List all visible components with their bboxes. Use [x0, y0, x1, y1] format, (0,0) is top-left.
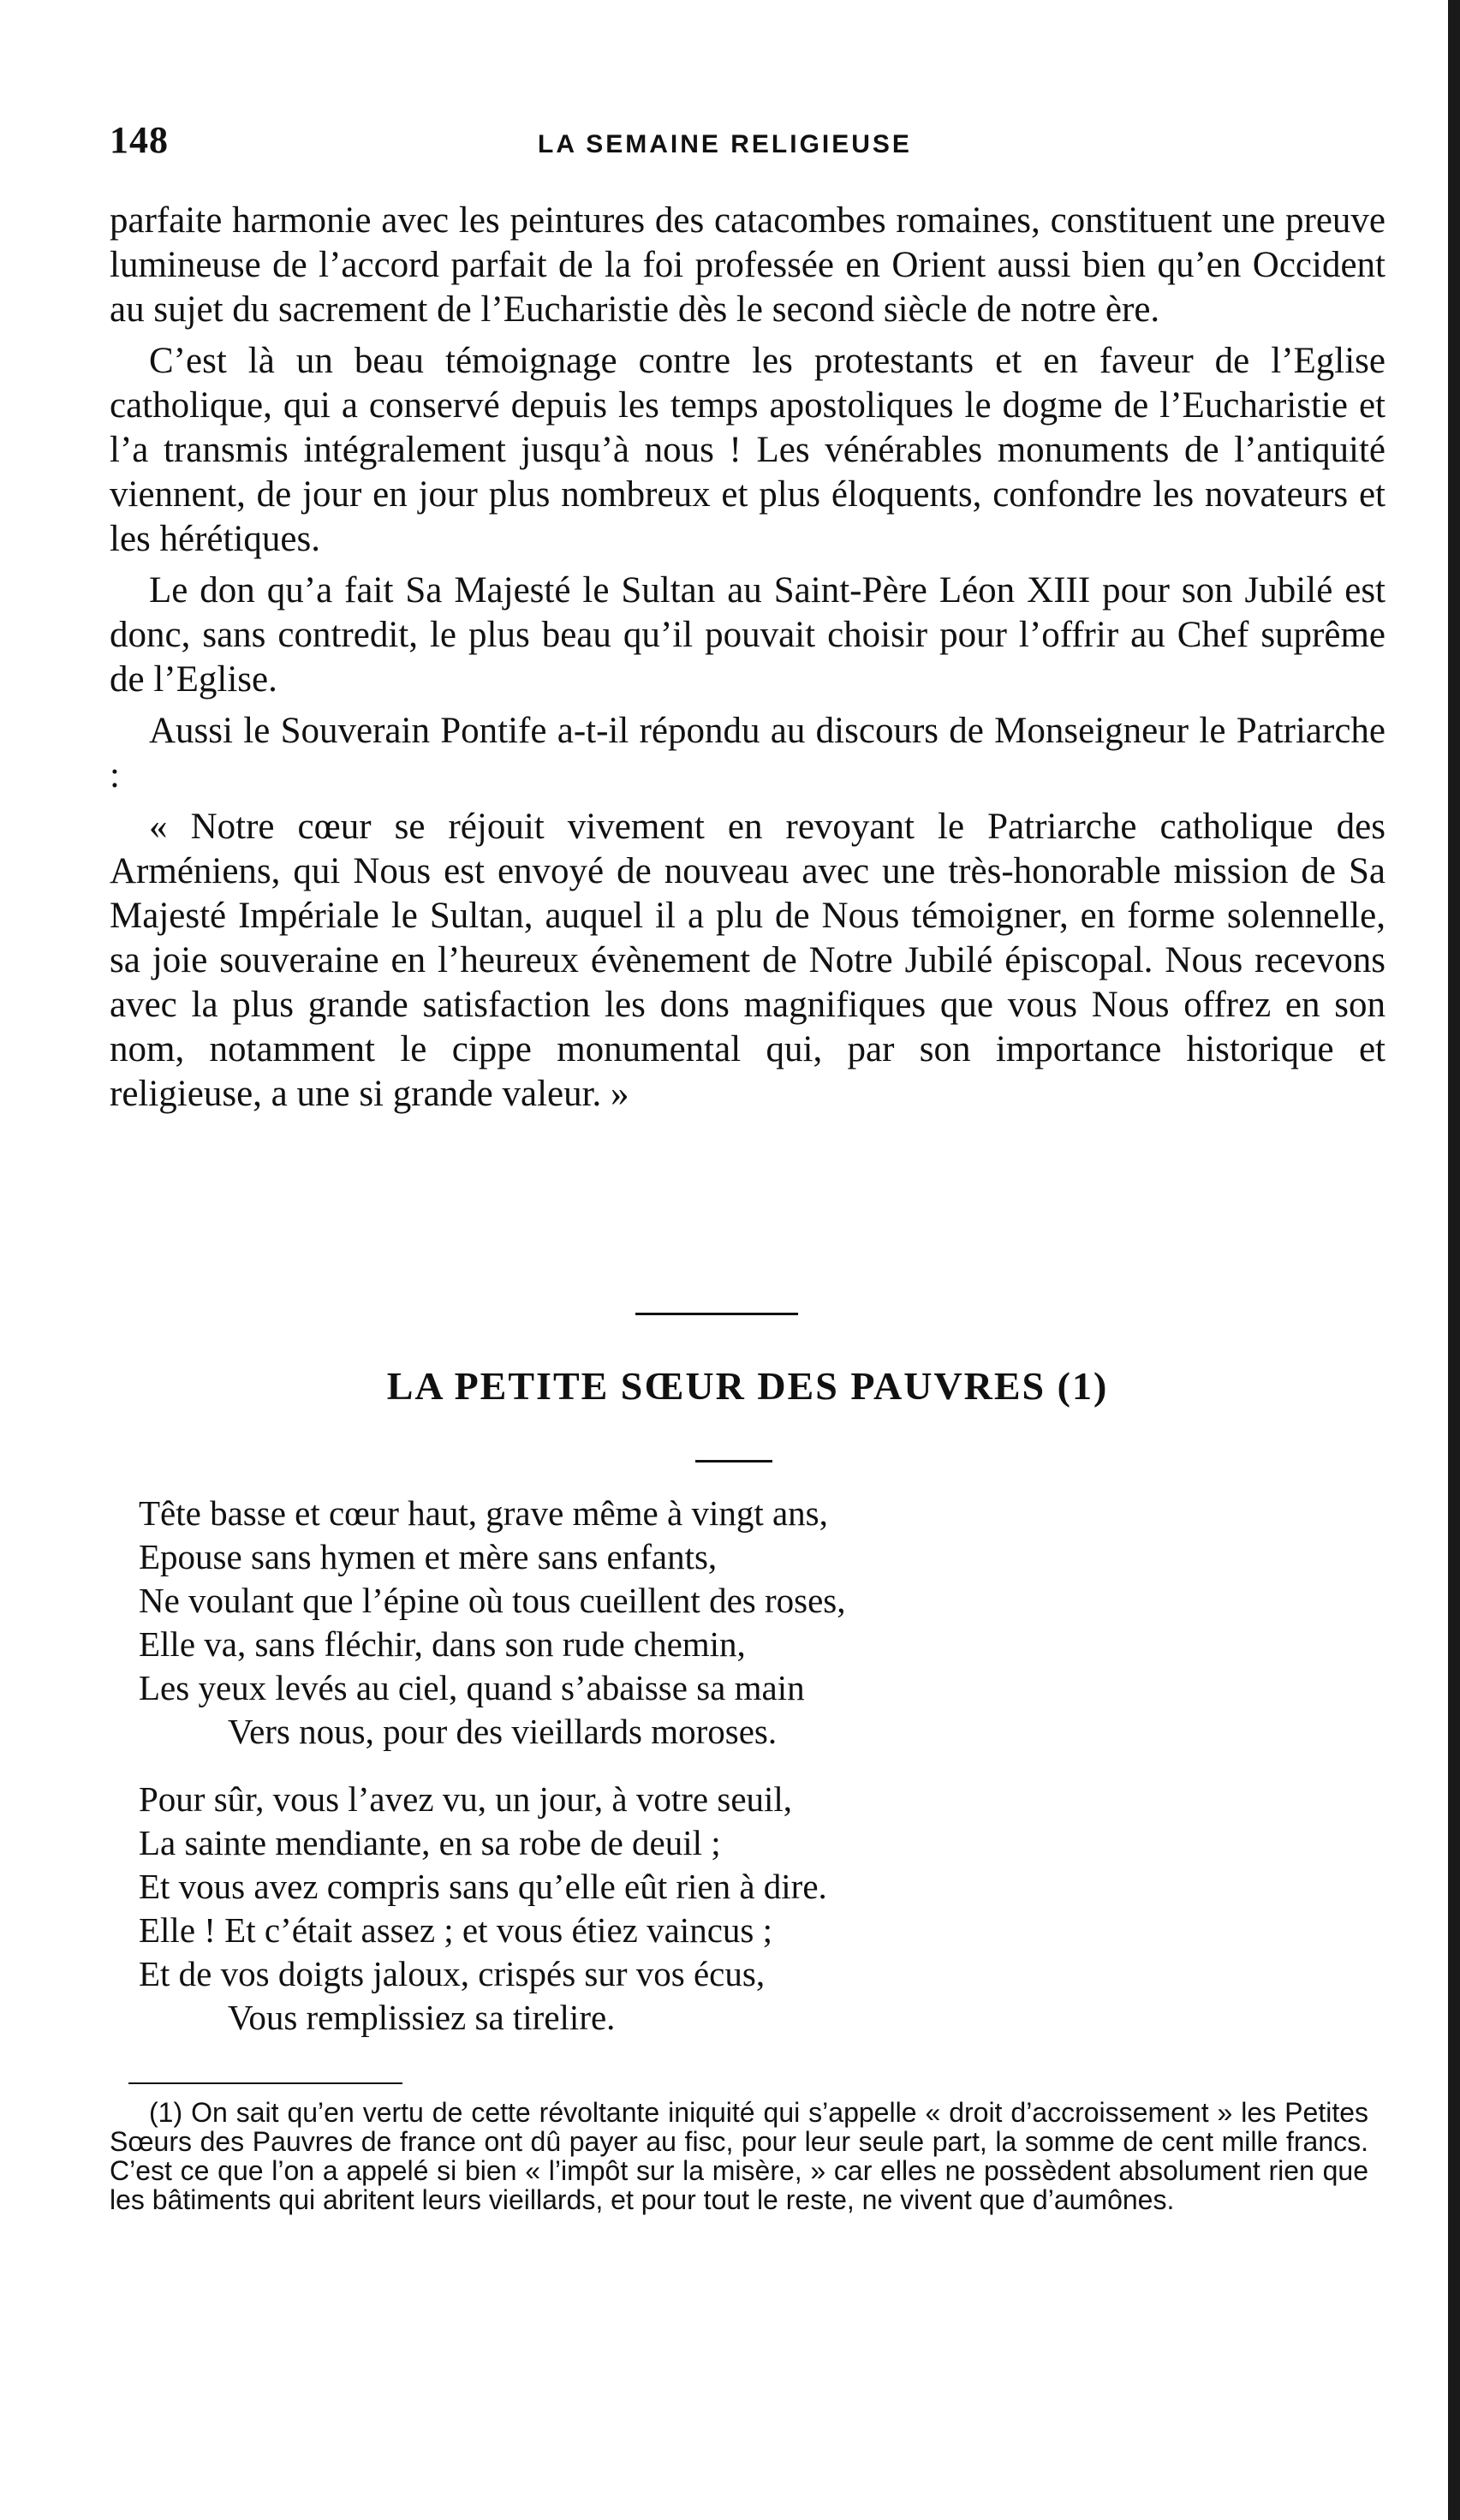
verse: Vous remplissiez sa tirelire. [228, 1998, 616, 2037]
verse: Ne voulant que l’épine où tous cueillent des roses, [139, 1581, 846, 1620]
verse: Epouse sans hymen et mère sans enfants, [139, 1537, 718, 1576]
title-underline [695, 1460, 772, 1463]
stanza-1 [139, 1492, 1389, 1754]
verse: Et de vos doigts jaloux, crispés sur vos écus, [139, 1954, 766, 1993]
page-number: 148 [110, 119, 169, 161]
page-spine-edge [1448, 0, 1460, 2520]
body-text [110, 199, 1386, 1123]
quotation-paragraph: « Notre cœur se réjouit vivement en revoyant le Patriarche catholique des Arméniens, qui Nous est envoyé de nouveau avec une très-honorable mission de Sa Majesté Impériale le Sultan, auquel il a plu de Nous témoigner, en forme solennelle, sa joie souveraine en l’heureux évènement de Notre Jubilé épiscopal. Nous recevons avec la plus grande satisfaction les dons magnifiques que vous Nous offrez en son nom, notamment le cippe monumental qui, par son importance historique et religieuse, a une si grande valeur. » [110, 807, 1386, 1114]
footnote-text: (1) On sait qu’en vertu de cette révoltante iniquité qui s’appelle « droit d’accroissement » les Petites Sœurs des Pauvres de france ont dû payer au fisc, pour leur seule part, la somme de cent mille francs. C’est ce que l’on a appelé si bien « l’impôt sur la misère, » car elles ne possèdent absolument rien que les bâtiments qui abritent leurs vieillards, et pour tout le reste, ne vivent que d’aumônes. [110, 2097, 1368, 2215]
stanza-2 [139, 1778, 1389, 2040]
footnote-rule [128, 2082, 402, 2084]
verse: Pour sûr, vous l’avez vu, un jour, à votre seuil, [139, 1779, 793, 1819]
verse: Elle ! Et c’était assez ; et vous étiez vaincus ; [139, 1910, 772, 1950]
running-head: LA SEMAINE RELIGIEUSE [538, 130, 912, 158]
verse: Les yeux levés au ciel, quand s’abaisse sa main [139, 1668, 805, 1707]
verse: Elle va, sans fléchir, dans son rude chemin, [139, 1624, 746, 1664]
verse: Vers nous, pour des vieillards moroses. [228, 1712, 778, 1751]
verse: Et vous avez compris sans qu’elle eût rien à dire. [139, 1867, 827, 1906]
footnote [110, 2098, 1368, 2214]
paragraph: C’est là un beau témoignage contre les protestants et en faveur de l’Eglise catholique, qui a conservé depuis les temps apostoliques le dogme de l’Eucharistie et l’a transmis intégralement jusqu’à nous ! Les vénérables monuments de l’antiquité viennent, de jour en jour plus nombreux et plus éloquents, confondre les novateurs et les hérétiques. [110, 341, 1386, 559]
page-header [110, 118, 1394, 178]
poem [139, 1492, 1389, 2064]
verse: La sainte mendiante, en sa robe de deuil ; [139, 1823, 721, 1862]
paragraph: Aussi le Souverain Pontife a-t-il répondu au discours de Monseigneur le Patriarche : [110, 711, 1386, 795]
paragraph: Le don qu’a fait Sa Majesté le Sultan au Saint-Père Léon XIII pour son Jubilé est donc, sans contredit, le plus beau qu’il pouvait choisir pour l’offrir au Chef suprême de l’Eglise. [110, 570, 1386, 700]
section-divider [635, 1313, 798, 1315]
paragraph: parfaite harmonie avec les peintures des catacombes romaines, constituent une preuve lumineuse de l’accord parfait de la foi professée en Orient aussi bien qu’en Occident au sujet du sacrement de l’Eucharistie dès le second siècle de notre ère. [110, 200, 1386, 330]
section-title: LA PETITE SŒUR DES PAUVRES (1) [386, 1364, 1109, 1408]
verse: Tête basse et cœur haut, grave même à vingt ans, [139, 1493, 828, 1533]
